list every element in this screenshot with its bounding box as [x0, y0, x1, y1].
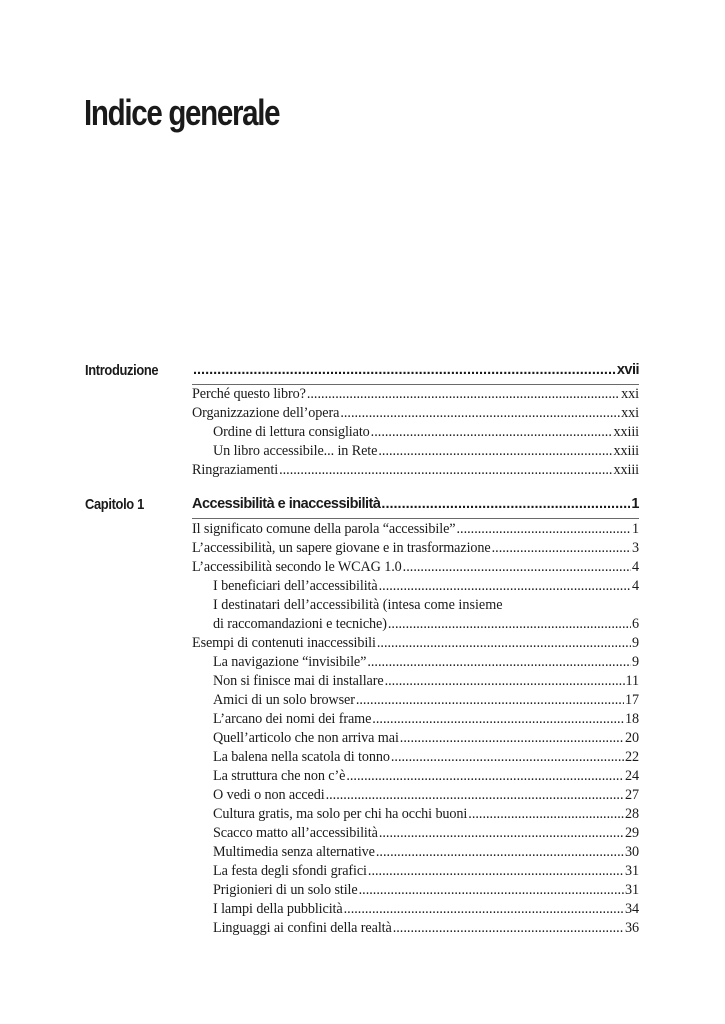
entry-title: Esempi di contenuti inaccessibili: [192, 635, 376, 651]
entry-title: Perché questo libro?: [192, 386, 306, 402]
chapter-label-capitolo-1: Capitolo 1: [85, 496, 144, 513]
page-number: 9: [632, 654, 639, 670]
page-number: xxiii: [613, 462, 639, 478]
page-number: xxiii: [613, 443, 639, 459]
entry-title: Multimedia senza alternative: [213, 844, 375, 860]
entry-title: Cultura gratis, ma solo per chi ha occhi buoni: [213, 806, 468, 822]
leader-dots: [378, 443, 612, 460]
toc-subentry[interactable]: [213, 673, 639, 691]
leader-dots: [388, 616, 631, 633]
leader-dots: [371, 424, 613, 441]
leader-dots: [377, 635, 631, 652]
entry-title: Linguaggi ai confini della realtà: [213, 920, 392, 936]
toc-subentry[interactable]: [213, 711, 639, 729]
entry-title: La navigazione “invisibile”: [213, 654, 367, 670]
page-number: 17: [625, 692, 639, 708]
leader-dots: [492, 540, 631, 557]
leader-dots: [381, 496, 630, 512]
page-number: 22: [625, 749, 639, 765]
toc-entry[interactable]: [192, 635, 639, 653]
toc-subentry[interactable]: [213, 806, 639, 824]
leader-dots: [385, 673, 625, 690]
leader-dots: [393, 920, 624, 937]
entry-title: La festa degli sfondi grafici: [213, 863, 367, 879]
page-number: 4: [632, 578, 639, 594]
page-number: 30: [625, 844, 639, 860]
entry-title: Scacco matto all’accessibilità: [213, 825, 378, 841]
chapter-label-introduzione: Introduzione: [85, 362, 159, 379]
leader-dots: [367, 654, 631, 671]
toc-subentry[interactable]: [213, 730, 639, 748]
entry-title: L’arcano dei nomi dei frame: [213, 711, 372, 727]
leader-dots: [379, 825, 624, 842]
section-rule: [192, 384, 639, 385]
entry-title: Ordine di lettura consigliato: [213, 424, 370, 440]
entry-title: Ringraziamenti: [192, 462, 279, 478]
entry-title: Organizzazione dell’opera: [192, 405, 340, 421]
entry-title: I beneficiari dell’accessibilità: [213, 578, 378, 594]
toc-subentry[interactable]: [213, 443, 639, 461]
leader-dots: [359, 882, 624, 899]
page-number: 9: [632, 635, 639, 651]
page-number: 36: [625, 920, 639, 936]
page-number: xxiii: [613, 424, 639, 440]
toc-subentry[interactable]: [213, 424, 639, 442]
toc-subentry[interactable]: [213, 616, 639, 634]
leader-dots: [346, 768, 624, 785]
toc-entry[interactable]: [192, 462, 639, 480]
toc-subentry[interactable]: [213, 882, 639, 900]
page-number: 1: [632, 521, 639, 537]
toc-subentry[interactable]: [213, 863, 639, 881]
page-number: 28: [625, 806, 639, 822]
entry-title: L’accessibilità secondo le WCAG 1.0: [192, 559, 402, 575]
page-number: 18: [625, 711, 639, 727]
leader-dots: [403, 559, 631, 576]
page-number: 4: [632, 559, 639, 575]
page-number: 31: [625, 863, 639, 879]
leader-dots: [279, 462, 612, 479]
leader-dots: [340, 405, 620, 422]
entry-title: I lampi della pubblicità: [213, 901, 343, 917]
page-number: 27: [625, 787, 639, 803]
toc-subentry[interactable]: [213, 920, 639, 938]
toc-subentry[interactable]: [213, 692, 639, 710]
toc-subentry[interactable]: [213, 787, 639, 805]
toc-subentry[interactable]: [213, 768, 639, 786]
toc-subentry[interactable]: [213, 825, 639, 843]
page-number: xxi: [621, 405, 639, 421]
leader-dots: [400, 730, 624, 747]
leader-dots: [391, 749, 624, 766]
leader-dots: [379, 578, 631, 595]
entry-title: Il significato comune della parola “accessibile”: [192, 521, 456, 537]
page-number: 11: [625, 673, 639, 689]
entry-title: Prigionieri di un solo stile: [213, 882, 358, 898]
page-number: 3: [632, 540, 639, 556]
page-number: 24: [625, 768, 639, 784]
entry-title: Quell’articolo che non arriva mai: [213, 730, 399, 746]
leader-dots: [307, 386, 620, 403]
toc-subentry[interactable]: [213, 654, 639, 672]
entry-title: L’accessibilità, un sapere giovane e in trasformazione: [192, 540, 491, 556]
page-number: 1: [631, 496, 639, 512]
page-number: 34: [625, 901, 639, 917]
chapter-heading-capitolo-1[interactable]: [192, 496, 639, 516]
entry-title: Non si finisce mai di installare: [213, 673, 384, 689]
leader-dots: [468, 806, 624, 823]
page-number: xvii: [616, 362, 639, 378]
toc-entry[interactable]: [192, 386, 639, 404]
page-number: 20: [625, 730, 639, 746]
leader-dots: [326, 787, 624, 804]
leader-dots: [376, 844, 624, 861]
leader-dots: [456, 521, 631, 538]
toc-entry[interactable]: [192, 540, 639, 558]
toc-subentry[interactable]: [213, 578, 639, 596]
page-number: 31: [625, 882, 639, 898]
entry-title[interactable]: I destinatari dell’accessibilità (intesa come insieme: [213, 597, 503, 613]
entry-title: La struttura che non c’è: [213, 768, 346, 784]
entry-title: Amici di un solo browser: [213, 692, 355, 708]
toc-subentry[interactable]: [213, 749, 639, 767]
leader-dots: [368, 863, 624, 880]
entry-title: O vedi o non accedi: [213, 787, 325, 803]
toc-entry[interactable]: [192, 559, 639, 577]
leader-dots: [193, 362, 616, 378]
leader-dots: [344, 901, 624, 918]
entry-title: La balena nella scatola di tonno: [213, 749, 390, 765]
toc-entry[interactable]: [192, 405, 639, 423]
toc-subentry[interactable]: [213, 901, 639, 919]
page-number: 6: [632, 616, 639, 632]
toc-entry[interactable]: [192, 521, 639, 539]
page-number: 29: [625, 825, 639, 841]
toc-subentry[interactable]: [213, 844, 639, 862]
section-rule: [192, 518, 639, 519]
page-number: xxi: [621, 386, 639, 402]
chapter-heading-introduzione[interactable]: [192, 362, 639, 382]
chapter-title: Accessibilità e inaccessibilità: [192, 496, 381, 512]
leader-dots: [372, 711, 624, 728]
leader-dots: [356, 692, 624, 709]
entry-title: Un libro accessibile... in Rete: [213, 443, 378, 459]
page-title: Indice generale: [84, 92, 280, 133]
entry-title-continuation: di raccomandazioni e tecniche): [213, 616, 387, 632]
